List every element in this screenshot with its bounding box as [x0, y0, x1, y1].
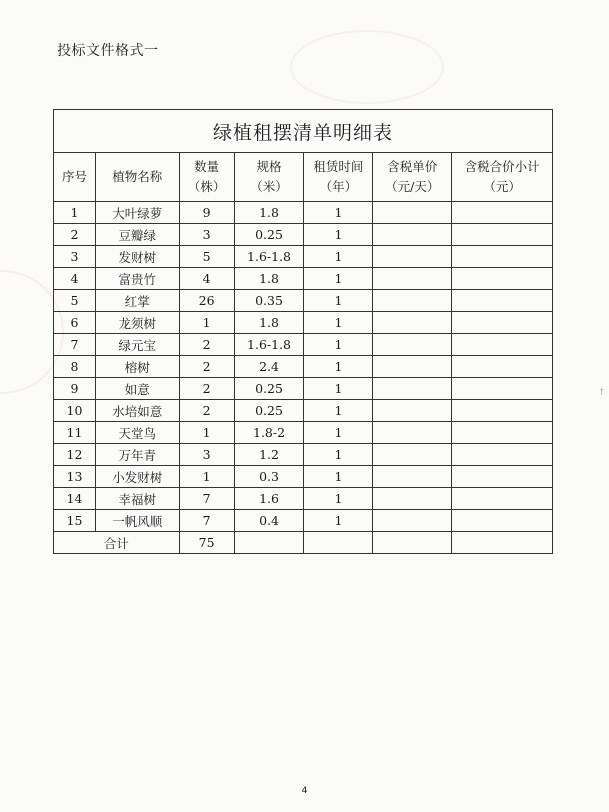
quantity-cell: 9 — [179, 202, 234, 224]
column-header — [54, 153, 96, 202]
column-header — [452, 153, 553, 202]
table-row — [54, 466, 553, 488]
rental-years-cell: 1 — [304, 334, 373, 356]
table-row — [54, 378, 553, 400]
column-header-line1: 植物名称 — [112, 169, 163, 184]
row-number-cell: 5 — [54, 290, 96, 312]
document-format-label: 投标文件格式一 — [57, 43, 159, 59]
column-header-line2: （米） — [250, 179, 288, 194]
specification-cell: 0.3 — [234, 466, 304, 488]
column-header-line1: 规格 — [256, 159, 282, 174]
rental-years-cell: 1 — [304, 400, 373, 422]
plant-name-cell: 水培如意 — [95, 400, 179, 422]
rental-years-cell: 1 — [304, 422, 373, 444]
subtotal-cell — [452, 488, 553, 510]
table-row — [54, 510, 553, 532]
column-header — [373, 153, 452, 202]
specification-cell: 0.35 — [234, 290, 304, 312]
quantity-cell: 1 — [179, 422, 234, 444]
plant-name-cell: 大叶绿萝 — [95, 202, 179, 224]
column-header-line2: （年） — [319, 179, 358, 194]
row-number-cell: 8 — [54, 356, 96, 378]
quantity-cell: 7 — [179, 488, 234, 510]
specification-cell: 1.8-2 — [234, 422, 304, 444]
row-number-cell: 13 — [54, 466, 96, 488]
specification-cell: 0.25 — [234, 224, 304, 246]
specification-cell: 1.8 — [234, 202, 304, 224]
page-number: 4 — [301, 786, 308, 796]
column-header-line2: （元/天） — [385, 179, 440, 194]
subtotal-cell — [452, 378, 553, 400]
table-row — [54, 422, 553, 444]
quantity-cell: 2 — [179, 356, 234, 378]
plant-name-cell: 红掌 — [95, 290, 179, 312]
column-header-line1: 序号 — [61, 169, 87, 184]
quantity-cell: 3 — [179, 444, 234, 466]
row-number-cell: 12 — [54, 444, 96, 466]
unit-price-cell — [373, 334, 452, 356]
rental-years-cell: 1 — [304, 202, 373, 224]
rental-years-cell: 1 — [304, 488, 373, 510]
plant-name-cell: 如意 — [95, 378, 179, 400]
table-row — [54, 202, 553, 224]
subtotal-cell — [452, 400, 553, 422]
quantity-cell: 2 — [179, 334, 234, 356]
plant-name-cell: 一帆风顺 — [95, 510, 179, 532]
plant-name-cell: 绿元宝 — [95, 334, 179, 356]
unit-price-cell — [373, 444, 452, 466]
row-number-cell: 9 — [54, 378, 96, 400]
specification-cell: 1.6-1.8 — [234, 334, 304, 356]
table-row — [54, 268, 553, 290]
plant-name-cell: 发财树 — [95, 246, 179, 268]
unit-price-cell — [373, 422, 452, 444]
row-number-cell: 1 — [54, 202, 96, 224]
table-row — [54, 290, 553, 312]
total-unit-price — [373, 532, 452, 554]
specification-cell: 1.6-1.8 — [234, 246, 304, 268]
specification-cell: 2.4 — [234, 356, 304, 378]
plant-name-cell: 豆瓣绿 — [95, 224, 179, 246]
total-subtotal — [452, 532, 553, 554]
specification-cell: 1.6 — [234, 488, 304, 510]
plant-name-cell: 榕树 — [95, 356, 179, 378]
row-number-cell: 2 — [54, 224, 96, 246]
quantity-cell: 5 — [179, 246, 234, 268]
unit-price-cell — [373, 202, 452, 224]
column-header — [304, 153, 373, 202]
unit-price-cell — [373, 312, 452, 334]
table-row — [54, 356, 553, 378]
column-header-line1: 数量 — [194, 159, 220, 174]
subtotal-cell — [452, 202, 553, 224]
total-label: 合计 — [54, 532, 180, 554]
column-header-line1: 租赁时间 — [313, 159, 364, 174]
rental-years-cell: 1 — [304, 224, 373, 246]
subtotal-cell — [452, 356, 553, 378]
table-row — [54, 312, 553, 334]
quantity-cell: 3 — [179, 224, 234, 246]
specification-cell: 1.8 — [234, 312, 304, 334]
quantity-cell: 26 — [179, 290, 234, 312]
unit-price-cell — [373, 356, 452, 378]
unit-price-cell — [373, 510, 452, 532]
row-number-cell: 15 — [54, 510, 96, 532]
specification-cell: 0.25 — [234, 400, 304, 422]
total-spec — [234, 532, 304, 554]
row-number-cell: 14 — [54, 488, 96, 510]
column-header — [234, 153, 304, 202]
column-header-line1: 含税合价小计 — [464, 159, 540, 174]
unit-price-cell — [373, 268, 452, 290]
rental-years-cell: 1 — [304, 268, 373, 290]
table-header-row — [54, 153, 553, 202]
quantity-cell: 7 — [179, 510, 234, 532]
quantity-cell: 2 — [179, 378, 234, 400]
plant-name-cell: 龙须树 — [95, 312, 179, 334]
table-row — [54, 224, 553, 246]
unit-price-cell — [373, 400, 452, 422]
rental-years-cell: 1 — [304, 444, 373, 466]
column-header-line2: （株） — [187, 179, 226, 194]
row-number-cell: 3 — [54, 246, 96, 268]
column-header-line2: （元） — [483, 179, 521, 194]
table-row — [54, 400, 553, 422]
plant-rental-detail-table — [53, 109, 553, 554]
unit-price-cell — [373, 466, 452, 488]
table-row — [54, 444, 553, 466]
table-row — [54, 246, 553, 268]
table-row — [54, 334, 553, 356]
subtotal-cell — [452, 422, 553, 444]
unit-price-cell — [373, 246, 452, 268]
plant-name-cell: 天堂鸟 — [95, 422, 179, 444]
quantity-cell: 1 — [179, 312, 234, 334]
rental-years-cell: 1 — [304, 466, 373, 488]
subtotal-cell — [452, 224, 553, 246]
unit-price-cell — [373, 224, 452, 246]
unit-price-cell — [373, 290, 452, 312]
unit-price-cell — [373, 378, 452, 400]
subtotal-cell — [452, 268, 553, 290]
subtotal-cell — [452, 466, 553, 488]
column-header-line1: 含税单价 — [387, 159, 438, 174]
rental-years-cell: 1 — [304, 510, 373, 532]
specification-cell: 0.4 — [234, 510, 304, 532]
subtotal-cell — [452, 334, 553, 356]
plant-name-cell: 万年青 — [95, 444, 179, 466]
total-qty: 75 — [179, 532, 234, 554]
rental-years-cell: 1 — [304, 312, 373, 334]
subtotal-cell — [452, 510, 553, 532]
rental-years-cell: 1 — [304, 246, 373, 268]
faded-stamp-top — [290, 30, 444, 104]
plant-name-cell: 富贵竹 — [95, 268, 179, 290]
subtotal-cell — [452, 444, 553, 466]
unit-price-cell — [373, 488, 452, 510]
row-number-cell: 11 — [54, 422, 96, 444]
total-row — [54, 532, 553, 554]
column-header — [179, 153, 234, 202]
row-number-cell: 10 — [54, 400, 96, 422]
specification-cell: 0.25 — [234, 378, 304, 400]
quantity-cell: 1 — [179, 466, 234, 488]
plant-name-cell: 小发财树 — [95, 466, 179, 488]
row-number-cell: 6 — [54, 312, 96, 334]
table-row — [54, 488, 553, 510]
subtotal-cell — [452, 290, 553, 312]
quantity-cell: 4 — [179, 268, 234, 290]
row-number-cell: 4 — [54, 268, 96, 290]
margin-mark: ↑ — [598, 388, 606, 398]
plant-name-cell: 幸福树 — [95, 488, 179, 510]
specification-cell: 1.8 — [234, 268, 304, 290]
column-header — [95, 153, 179, 202]
table-title: 绿植租摆清单明细表 — [54, 110, 553, 153]
quantity-cell: 2 — [179, 400, 234, 422]
rental-years-cell: 1 — [304, 378, 373, 400]
subtotal-cell — [452, 312, 553, 334]
rental-years-cell: 1 — [304, 356, 373, 378]
rental-years-cell: 1 — [304, 290, 373, 312]
specification-cell: 1.2 — [234, 444, 304, 466]
row-number-cell: 7 — [54, 334, 96, 356]
subtotal-cell — [452, 246, 553, 268]
total-years — [304, 532, 373, 554]
